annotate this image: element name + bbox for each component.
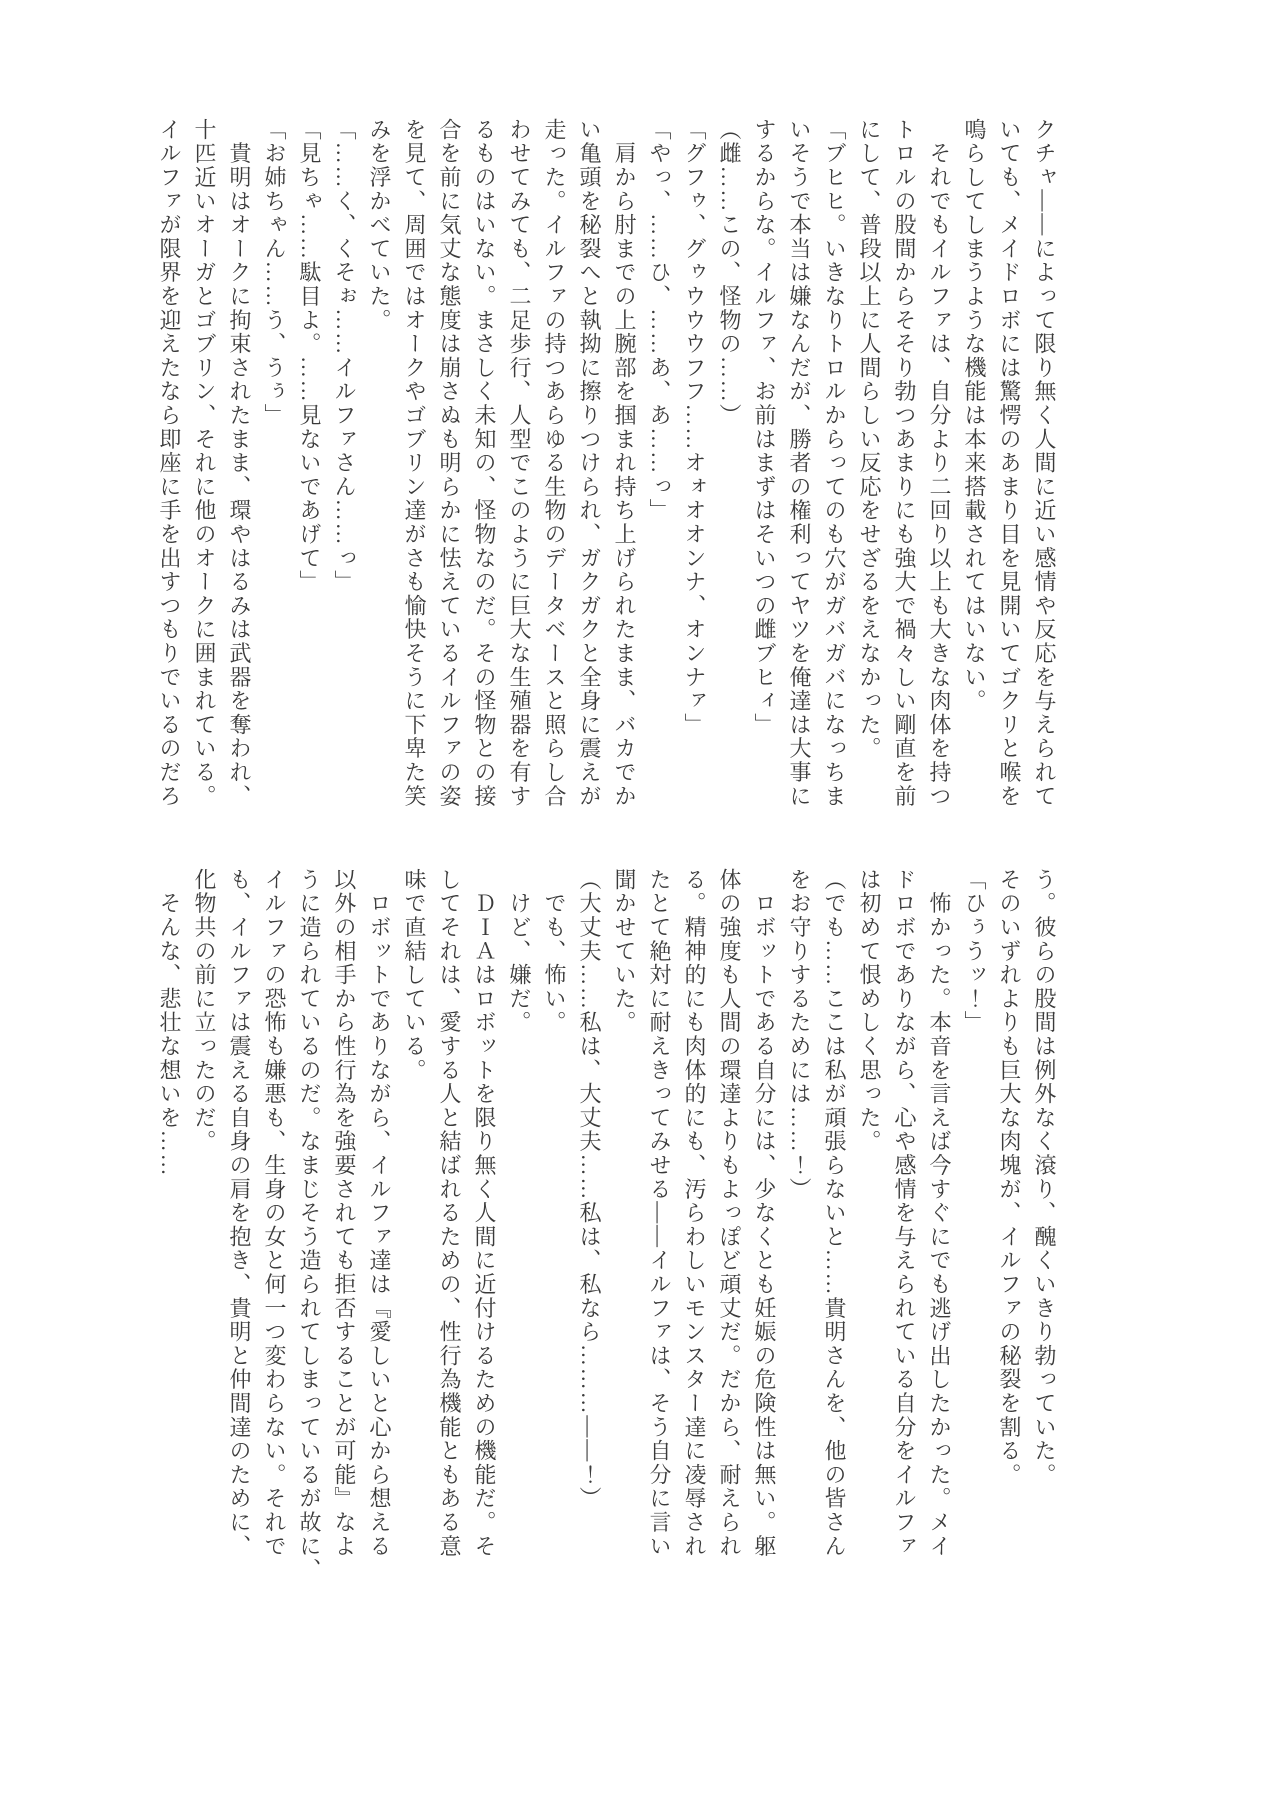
text-block-bottom [152,868,1062,1588]
text-column: 貴明はオークに拘束されたまま、環やはるみは武器を奪われ、 [227,118,252,809]
text-column: 「グフゥ、グゥウウウフフ……オォオオンナ、オンナァ」 [682,118,707,737]
text-column: 以外の相手から性行為を強要されても拒否することが可能』なよ [332,868,357,1559]
text-column: そんな、悲壮な想いを…… [157,868,182,1178]
text-column: いても、メイドロボには驚愕のあまり目を見開いてゴクリと喉を [997,118,1022,809]
text-column: クチャ――によって限り無く人間に近い感情や反応を与えられて [1032,118,1057,809]
text-column: （雌……この、怪物の……） [717,118,742,428]
text-column: それでもイルファは、自分より二回り以上も大きな肉体を持つ [927,118,952,809]
text-column: けど、嫌だ。 [507,868,532,1035]
text-column: 「見ちゃ……駄目よ。……見ないであげて」 [297,118,322,594]
text-column: 「お姉ちゃん……う、うぅ」 [262,118,287,428]
text-column: う。彼らの股間は例外なく滾り、醜くいきり勃っていた。 [1032,868,1057,1487]
text-column: ドロボでありながら、心や感情を与えられている自分をイルファ [892,868,917,1559]
text-column: い亀頭を秘裂へと執拗に擦りつけられ、ガクガクと全身に震えが [577,118,602,809]
text-block-top [152,118,1062,838]
text-column: するからな。イルファ、お前はまずはそいつの雌ブヒィ」 [752,118,777,737]
text-column: を見て、周囲ではオークやゴブリン達がさも愉快そうに下卑た笑 [402,118,427,809]
text-column: みを浮かべていた。 [367,118,392,333]
text-column: うに造られているのだ。なまじそう造られてしまっているが故に、 [297,868,322,1582]
text-column: してそれは、愛する人と結ばれるための、性行為機能ともある意 [437,868,462,1559]
text-column: をお守りするためには……！） [787,868,812,1202]
text-column: イルファの恐怖も嫌悪も、生身の女と何一つ変わらない。それで [262,868,287,1559]
text-column: 肩から肘までの上腕部を掴まれ持ち上げられたまま、バカでか [612,118,637,809]
text-column: 走った。イルファの持つあらゆる生物のデータベースと照らし合 [542,118,567,809]
text-column: 十匹近いオーガとゴブリン、それに他のオークに囲まれている。 [192,118,217,809]
text-column: は初めて恨めしく思った。 [857,868,882,1154]
text-column: 「……く、くそぉ……イルファさん……っ」 [332,118,357,594]
text-column: ロボットでありながら、イルファ達は『愛しいと心から想える [367,868,392,1559]
text-column: 鳴らしてしまうような機能は本来搭載されてはいない。 [962,118,987,713]
text-column: （大丈夫……私は、大丈夫……私は、私なら………――！） [577,868,602,1511]
text-column: 味で直結している。 [402,868,427,1083]
text-column: にして、普段以上に人間らしい反応をせざるをえなかった。 [857,118,882,761]
text-column: るものはいない。まさしく未知の、怪物なのだ。その怪物との接 [472,118,497,809]
text-column: る。精神的にも肉体的にも、汚らわしいモンスター達に凌辱され [682,868,707,1559]
text-column: ロボットである自分には、少なくとも妊娠の危険性は無い。躯 [752,868,777,1559]
text-column: 「ブヒヒ。いきなりトロルからってのも穴がガバガバになっちま [822,118,847,809]
text-column: 怖かった。本音を言えば今すぐにでも逃げ出したかった。メイ [927,868,952,1559]
text-column: わせてみても、二足歩行、人型でこのように巨大な生殖器を有す [507,118,532,809]
text-column: でも、怖い。 [542,868,567,1035]
text-column: トロルの股間からそそり勃つあまりにも強大で禍々しい剛直を前 [892,118,917,809]
text-column: 合を前に気丈な態度は崩さぬも明らかに怯えているイルファの姿 [437,118,462,809]
text-column: 聞かせていた。 [612,868,637,1035]
text-column: そのいずれよりも巨大な肉塊が、イルファの秘裂を割る。 [997,868,1022,1487]
text-column: 「ひぅうッ！」 [962,868,987,1035]
text-column: も、イルファは震える自身の肩を抱き、貴明と仲間達のために、 [227,868,252,1559]
text-column: ＤＩＡはロボットを限り無く人間に近付けるための機能だ。そ [472,868,497,1559]
text-column: 体の強度も人間の環達よりもよっぽど頑丈だ。だから、耐えられ [717,868,742,1559]
text-column: （でも……ここは私が頑張らないと……貴明さんを、他の皆さん [822,868,847,1559]
text-column: たとて絶対に耐えきってみせる――イルファは、そう自分に言い [647,868,672,1559]
text-column: いそうで本当は嫌なんだが、勝者の権利ってヤツを俺達は大事に [787,118,812,809]
text-column: 化物共の前に立ったのだ。 [192,868,217,1154]
text-column: 「やっ、……ひ、……あ、あ……っ」 [647,118,672,523]
text-column: イルファが限界を迎えたなら即座に手を出すつもりでいるのだろ [157,118,182,809]
